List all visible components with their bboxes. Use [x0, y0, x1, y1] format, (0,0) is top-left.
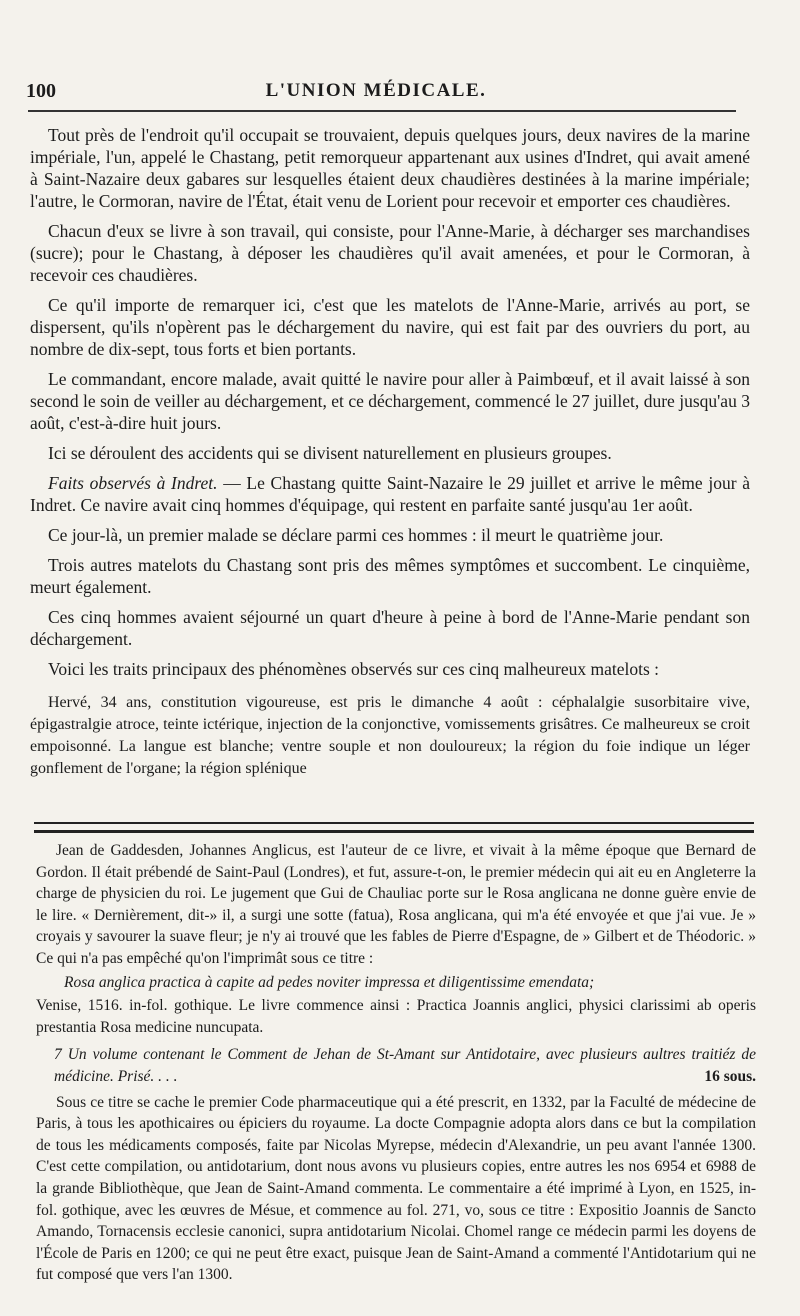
- paragraph: Tout près de l'endroit qu'il occupait se trouvaient, depuis quelques jours, deux navires de la marine impériale, l'un, appelé le Chastang, petit remorqueur appartenant aux usines d'Indret, qui avait amené à Saint-Nazaire deux gabares sur lesquelles étaient deux chaudières destinées à la marine impériale; l'autre, le Cormoran, navire de l'État, était venu de Lorient pour recevoir et emporter ces chaudières.: [30, 125, 750, 211]
- paragraph: Ce jour-là, un premier malade se déclare parmi ces hommes : il meurt le quatrième jour.: [48, 525, 664, 545]
- section-heading: Faits observés à Indret.: [48, 473, 218, 493]
- item-number: 7: [54, 1046, 62, 1064]
- paragraph: Chacun d'eux se livre à son travail, qui consiste, pour l'Anne-Marie, à décharger ses marchandises (sucre); pour le Chastang, à déposer les chaudières qu'il avait amenées, et pour le Cormoran, à recevoir ces chaudières.: [30, 221, 750, 285]
- paragraph: Ce qu'il importe de remarquer ici, c'est que les matelots de l'Anne-Marie, arrivés au port, se dispersent, qu'ils n'opèrent pas le déchargement du navire, qui est fait par des ouvriers du port, au nombre de dix-sept, tous forts et bien portants.: [30, 295, 750, 359]
- paragraph: Ici se déroulent des accidents qui se divisent naturellement en plusieurs groupes.: [48, 443, 612, 463]
- note-paragraph: Sous ce titre se cache le premier Code pharmaceutique qui a été prescrit, en 1332, par la Faculté de médecine de Paris, à tous les apothicaires ou épiciers du royaume. La docte Compagnie adopta alors dans ce but la compilation de tous les médicaments composés, faite par Nicolas Myrepse, médecin d'Alexandrie, un peu avant l'année 1300. C'est cette compilation, ou antidotarium, dont nous avons vu plusieurs copies, entre autres les nos 6954 et 6988 de la grande Bibliothèque, que Jean de Saint-Amand commenta. Le commentaire a été imprimé à Lyon, en 1525, in-fol. gothique, avec les œuvres de Mésue, et commence au fol. 271, vo, sous ce titre : Expositio Joannis de Sancto Amando, Tornacensis ecclesie canonici, supra antidotarium Nicolai. Chomel range ce médecin parmi les doyens de l'École de Paris en 1200; ce qui ne peut être exact, puisque Jean de Saint-Amand a commenté l'Antidotarium qui ne fut composé que vers l'an 1300.: [36, 1093, 756, 1284]
- main-text: [30, 124, 750, 788]
- note-paragraph: Venise, 1516. in-fol. gothique. Le livre commence ainsi : Practica Joannis anglici, physici clarissimi ab operis prestantia Rosa medicine nuncupata.: [36, 997, 756, 1036]
- running-title: L'UNION MÉDICALE.: [265, 80, 487, 101]
- paragraph: Voici les traits principaux des phénomènes observés sur ces cinq malheureux matelots :: [48, 659, 660, 679]
- footnote-separator: [34, 822, 754, 833]
- page-number: 100: [26, 80, 56, 102]
- header-rule: [28, 110, 736, 112]
- note-paragraph: Jean de Gaddesden, Johannes Anglicus, est l'auteur de ce livre, et vivait à la même époque que Bernard de Gordon. Il était prébendé de Saint-Paul (Londres), et fut, assure-t-on, le premier médecin qui ait eu en Angleterre la charge de physicien du roi. Le jugement que Gui de Chauliac porte sur le Rosa anglicana ne donne guère envie de le lire. « Dernièrement, dit-» il, a surgi une sotte (fatua), Rosa anglicana, qui m'a été envoyée et que j'ai vue. Je » croyais y savourer la suave fleur; je n'y ai trouvé que les fables de Pierre d'Espagne, de » Gilbert et de Théodoric. » Ce qui n'a pas empêché qu'on l'imprimât sous ce titre :: [36, 842, 756, 967]
- footnotes: [36, 840, 756, 1288]
- book-title: Rosa anglica practica à capite ad pedes noviter impressa et diligentissime emendata;: [64, 973, 595, 991]
- paragraph-text: — Le Chastang quitte Saint-Nazaire le 29 juillet et arrive le même jour à Indret. Ce navire avait cinq hommes d'équipage, qui restent en parfaite santé jusqu'au 1er août.: [30, 473, 751, 515]
- paragraph: Le commandant, encore malade, avait quitté le navire pour aller à Paimbœuf, et il avait laissé à son second le soin de veiller au déchargement, et ce déchargement, commencé le 27 juillet, dure jusqu'au 3 août, c'est-à-dire huit jours.: [30, 369, 750, 433]
- inventory-item: [36, 1044, 756, 1087]
- paragraph: Ces cinq hommes avaient séjourné un quart d'heure à peine à bord de l'Anne-Marie pendant son déchargement.: [30, 607, 750, 649]
- paragraph-indret: [30, 472, 750, 516]
- item-price: 16 sous.: [704, 1067, 756, 1085]
- paragraph: Trois autres matelots du Chastang sont pris des mêmes symptômes et succombent. Le cinquième, meurt également.: [30, 555, 750, 597]
- item-text: Un volume contenant le Comment de Jehan de St-Amant sur Antidotaire, avec plusieurs aultres traitiéz de médicine. Prisé. . . .: [54, 1046, 757, 1085]
- observation-paragraph: Hervé, 34 ans, constitution vigoureuse, est pris le dimanche 4 août : céphalalgie susorbitaire vive, épigastralgie atroce, teinte ictérique, injection de la conjonctive, vomissements grisâtres. Ce malheureux se croit empoisonné. La langue est blanche; ventre souple et non douloureux; la région du foie indique un léger gonflement de l'organe; la région splénique: [30, 694, 750, 777]
- page-header: [26, 80, 726, 104]
